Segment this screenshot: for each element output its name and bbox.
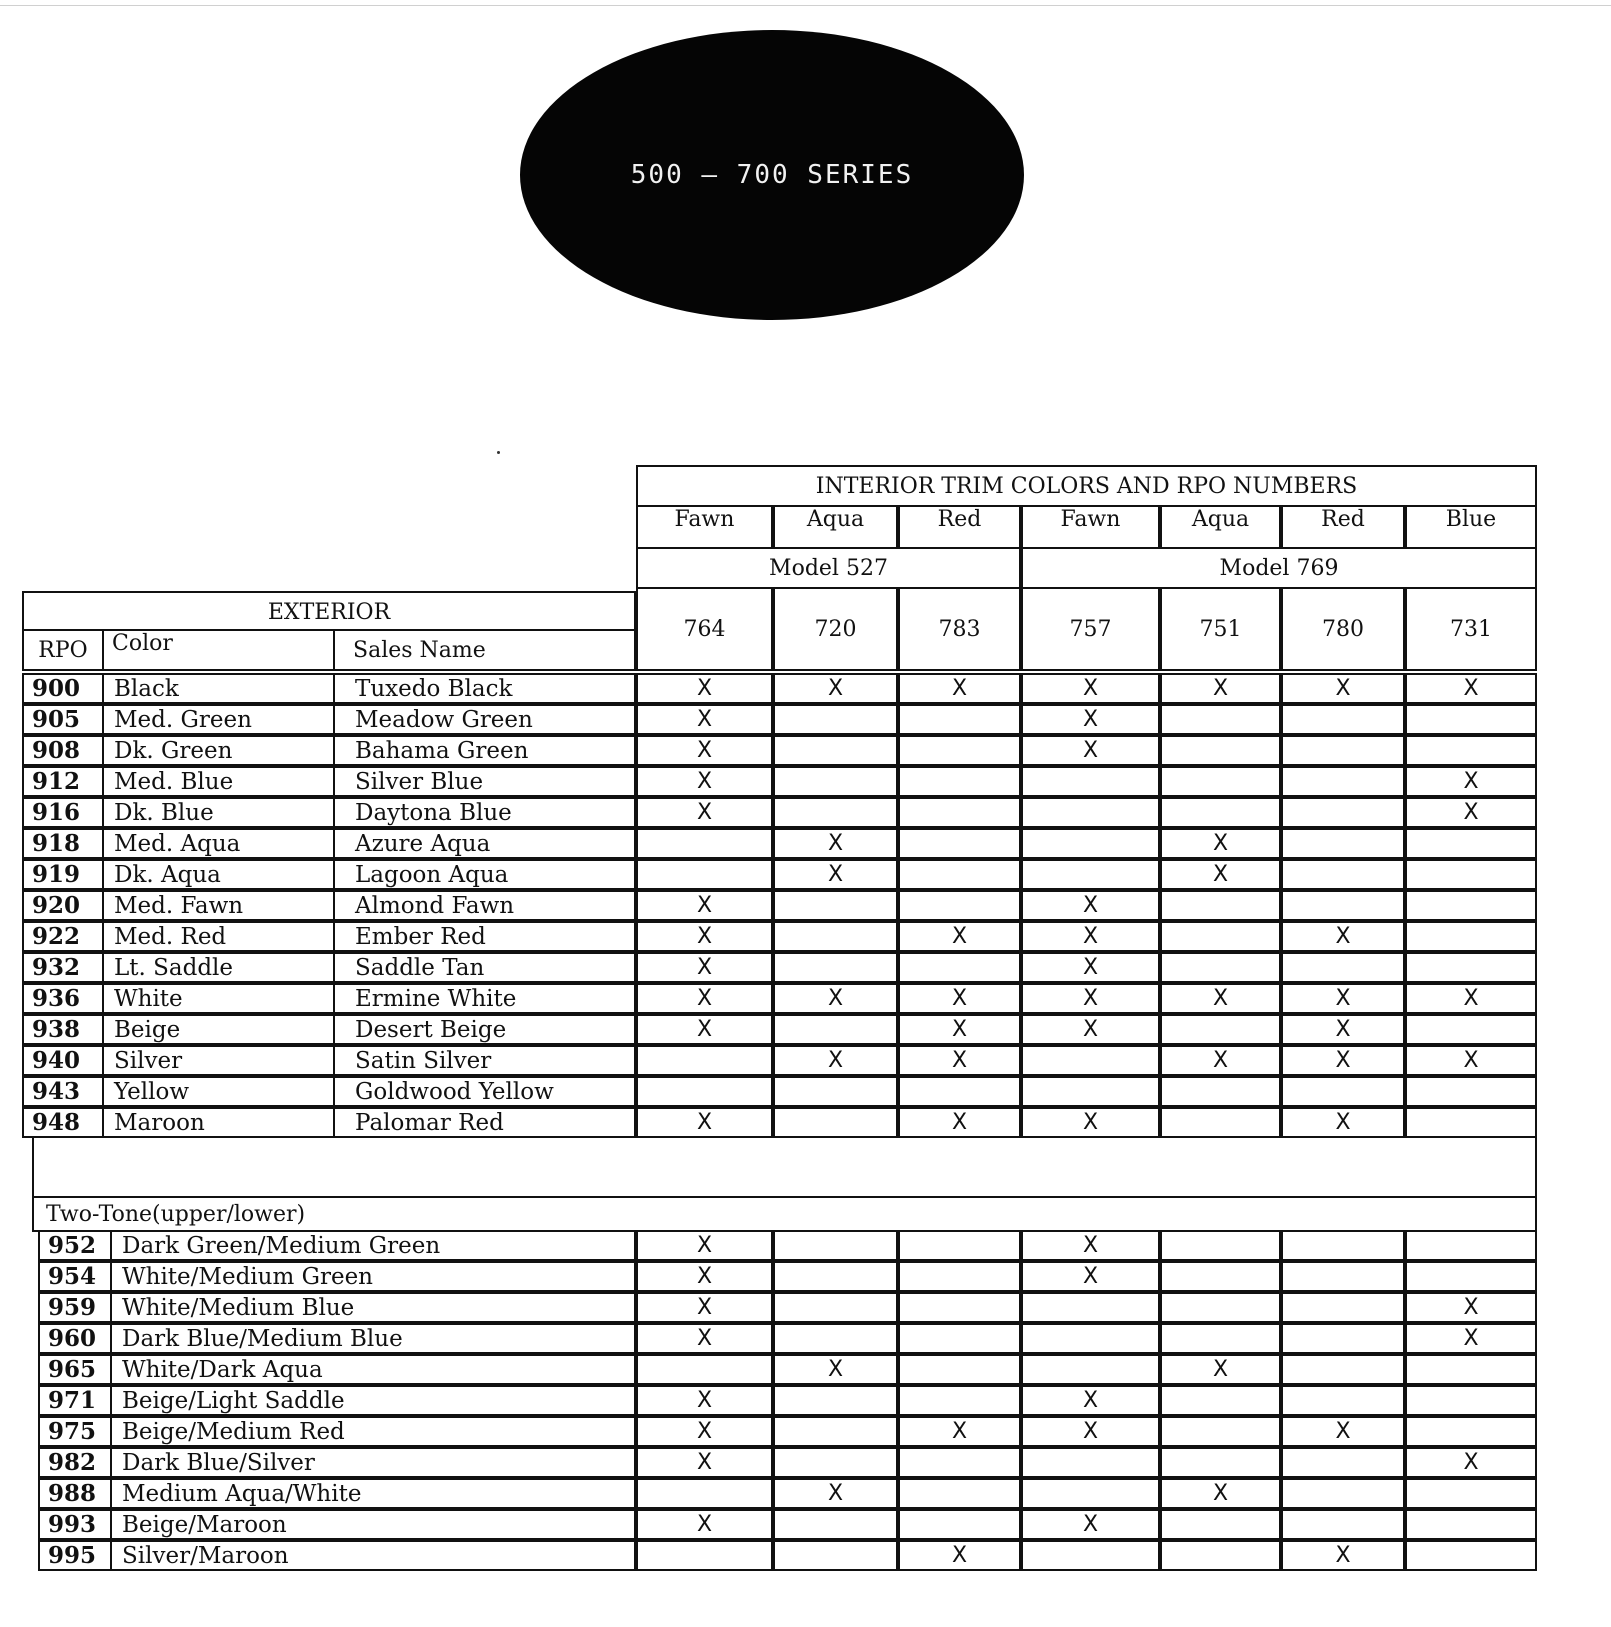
rpo-column-header: RPO (22, 629, 104, 671)
availability-cell (1405, 952, 1537, 983)
availability-cell: X (636, 952, 773, 983)
availability-cell (1405, 921, 1537, 952)
availability-cell (1160, 1230, 1281, 1261)
availability-cell (1405, 1416, 1537, 1447)
sales-name-cell: Saddle Tan (333, 952, 636, 983)
availability-cell: X (636, 1014, 773, 1045)
rpo-cell: 908 (22, 735, 104, 766)
two-tone-name-cell: Medium Aqua/White (110, 1478, 636, 1509)
availability-cell (773, 704, 898, 735)
availability-cell (773, 1230, 898, 1261)
availability-cell: X (898, 1416, 1021, 1447)
availability-cell (773, 797, 898, 828)
model-769-header: Model 769 (1021, 547, 1537, 589)
availability-cell (773, 735, 898, 766)
availability-cell: X (773, 1478, 898, 1509)
availability-cell (1160, 1107, 1281, 1138)
availability-cell (1281, 1385, 1405, 1416)
availability-cell: X (636, 1385, 773, 1416)
availability-cell (1281, 1509, 1405, 1540)
availability-cell: X (1021, 1416, 1160, 1447)
availability-cell (1160, 1292, 1281, 1323)
availability-cell (1160, 921, 1281, 952)
availability-cell: X (773, 1045, 898, 1076)
availability-cell: X (1021, 952, 1160, 983)
availability-cell (1405, 1385, 1537, 1416)
availability-cell: X (898, 673, 1021, 704)
availability-cell: X (1160, 1478, 1281, 1509)
availability-cell (1160, 1076, 1281, 1107)
rpo-cell: 936 (22, 983, 104, 1014)
availability-cell (898, 766, 1021, 797)
rpo-cell: 932 (22, 952, 104, 983)
availability-cell: X (1021, 1014, 1160, 1045)
availability-cell: X (636, 704, 773, 735)
availability-cell (898, 1354, 1021, 1385)
color-cell: Lt. Saddle (102, 952, 335, 983)
availability-cell: X (636, 890, 773, 921)
trim-rpo-header: 751 (1160, 587, 1281, 671)
trim-rpo-header: 783 (898, 587, 1021, 671)
availability-cell (1160, 1261, 1281, 1292)
rpo-cell: 982 (38, 1447, 112, 1478)
rpo-cell: 905 (22, 704, 104, 735)
availability-cell (636, 1045, 773, 1076)
sales-name-cell: Palomar Red (333, 1107, 636, 1138)
availability-cell: X (773, 859, 898, 890)
availability-cell: X (1281, 1107, 1405, 1138)
availability-cell (1160, 1447, 1281, 1478)
availability-cell: X (1281, 1045, 1405, 1076)
rpo-cell: 938 (22, 1014, 104, 1045)
availability-cell (898, 828, 1021, 859)
availability-cell: X (898, 921, 1021, 952)
availability-cell (898, 952, 1021, 983)
availability-cell: X (1405, 673, 1537, 704)
model-527-header: Model 527 (636, 547, 1021, 589)
availability-cell (1160, 766, 1281, 797)
two-tone-label: Two-Tone(upper/lower) (32, 1196, 1537, 1232)
availability-cell: X (636, 1509, 773, 1540)
color-cell: Med. Green (102, 704, 335, 735)
availability-cell (1281, 735, 1405, 766)
availability-cell (1405, 1261, 1537, 1292)
color-cell: White (102, 983, 335, 1014)
availability-cell (1405, 704, 1537, 735)
trim-rpo-header: 757 (1021, 587, 1160, 671)
availability-cell: X (1160, 983, 1281, 1014)
two-tone-name-cell: White/Medium Green (110, 1261, 636, 1292)
availability-cell (898, 735, 1021, 766)
color-cell: Beige (102, 1014, 335, 1045)
availability-cell (898, 1385, 1021, 1416)
availability-cell: X (1160, 859, 1281, 890)
availability-cell: X (898, 1045, 1021, 1076)
sales-name-cell: Goldwood Yellow (333, 1076, 636, 1107)
availability-cell (1405, 1509, 1537, 1540)
availability-cell (636, 859, 773, 890)
availability-cell (1281, 1478, 1405, 1509)
availability-cell (1405, 1354, 1537, 1385)
series-title: 500 — 700 SERIES (630, 160, 914, 190)
availability-cell: X (636, 1261, 773, 1292)
availability-cell: X (1021, 921, 1160, 952)
availability-cell (636, 1354, 773, 1385)
rpo-cell: 916 (22, 797, 104, 828)
color-column-header: Color (102, 629, 335, 671)
rpo-cell: 988 (38, 1478, 112, 1509)
two-tone-name-cell: Dark Blue/Silver (110, 1447, 636, 1478)
color-cell: Med. Fawn (102, 890, 335, 921)
top-rule (0, 5, 1611, 6)
availability-cell: X (1281, 983, 1405, 1014)
two-tone-name-cell: Dark Green/Medium Green (110, 1230, 636, 1261)
series-badge (520, 30, 1024, 320)
color-cell: Med. Red (102, 921, 335, 952)
availability-cell (1405, 1478, 1537, 1509)
availability-cell: X (636, 797, 773, 828)
rpo-cell: 959 (38, 1292, 112, 1323)
sales-name-cell: Azure Aqua (333, 828, 636, 859)
sales-name-cell: Meadow Green (333, 704, 636, 735)
availability-cell: X (773, 673, 898, 704)
trim-color-header: Fawn (636, 505, 773, 549)
trim-color-header: Fawn (1021, 505, 1160, 549)
availability-cell (1021, 859, 1160, 890)
color-cell: Dk. Blue (102, 797, 335, 828)
blank-spacer-row (32, 1136, 1537, 1198)
availability-cell (1281, 1292, 1405, 1323)
availability-cell (1281, 890, 1405, 921)
trim-color-header: Blue (1405, 505, 1537, 549)
color-cell: Med. Aqua (102, 828, 335, 859)
availability-cell: X (636, 673, 773, 704)
availability-cell (1405, 1076, 1537, 1107)
availability-cell (1281, 766, 1405, 797)
rpo-cell: 900 (22, 673, 104, 704)
availability-cell (1160, 1509, 1281, 1540)
availability-cell (1405, 1230, 1537, 1261)
availability-cell (898, 859, 1021, 890)
availability-cell: X (636, 1107, 773, 1138)
availability-cell (1281, 1230, 1405, 1261)
availability-cell (1160, 952, 1281, 983)
availability-cell (773, 1447, 898, 1478)
rpo-cell: 918 (22, 828, 104, 859)
rpo-cell: 948 (22, 1107, 104, 1138)
sales-name-cell: Satin Silver (333, 1045, 636, 1076)
availability-cell (898, 1447, 1021, 1478)
color-cell: Silver (102, 1045, 335, 1076)
availability-cell: X (636, 766, 773, 797)
availability-cell (636, 1478, 773, 1509)
two-tone-name-cell: Dark Blue/Medium Blue (110, 1323, 636, 1354)
availability-cell (1405, 890, 1537, 921)
sales-name-cell: Ermine White (333, 983, 636, 1014)
availability-cell (1021, 797, 1160, 828)
availability-cell (1021, 1076, 1160, 1107)
availability-cell (898, 1261, 1021, 1292)
availability-cell (1160, 1385, 1281, 1416)
trim-rpo-header: 764 (636, 587, 773, 671)
color-cell: Black (102, 673, 335, 704)
availability-cell (1021, 828, 1160, 859)
trim-rpo-header: 720 (773, 587, 898, 671)
availability-cell: X (1405, 766, 1537, 797)
availability-cell (1160, 1540, 1281, 1571)
sales-name-cell: Ember Red (333, 921, 636, 952)
availability-cell (898, 1509, 1021, 1540)
rpo-cell: 940 (22, 1045, 104, 1076)
availability-cell: X (1160, 1354, 1281, 1385)
sales-name-column-header: Sales Name (333, 629, 636, 671)
sales-name-cell: Silver Blue (333, 766, 636, 797)
availability-cell: X (1281, 1014, 1405, 1045)
availability-cell (773, 1107, 898, 1138)
two-tone-name-cell: White/Dark Aqua (110, 1354, 636, 1385)
availability-cell (1021, 1478, 1160, 1509)
rpo-cell: 943 (22, 1076, 104, 1107)
trim-rpo-header: 731 (1405, 587, 1537, 671)
availability-cell: X (1160, 673, 1281, 704)
availability-cell (1281, 704, 1405, 735)
availability-cell (1281, 797, 1405, 828)
availability-cell (1281, 828, 1405, 859)
availability-cell: X (636, 1416, 773, 1447)
trim-color-header: Red (898, 505, 1021, 549)
exterior-header: EXTERIOR (22, 591, 636, 631)
availability-cell: X (1405, 1292, 1537, 1323)
rpo-cell: 975 (38, 1416, 112, 1447)
availability-cell (773, 1323, 898, 1354)
availability-cell (898, 890, 1021, 921)
availability-cell (1281, 1076, 1405, 1107)
two-tone-name-cell: Silver/Maroon (110, 1540, 636, 1571)
trim-color-header: Red (1281, 505, 1405, 549)
rpo-cell: 954 (38, 1261, 112, 1292)
availability-cell (773, 952, 898, 983)
availability-cell (1021, 766, 1160, 797)
availability-cell (773, 1014, 898, 1045)
availability-cell: X (1405, 1045, 1537, 1076)
rpo-cell: 971 (38, 1385, 112, 1416)
availability-cell (1405, 1107, 1537, 1138)
trim-color-header: Aqua (773, 505, 898, 549)
availability-cell: X (1021, 1509, 1160, 1540)
availability-cell: X (1281, 921, 1405, 952)
trim-rpo-header: 780 (1281, 587, 1405, 671)
availability-cell: X (1021, 1261, 1160, 1292)
availability-cell (1160, 735, 1281, 766)
availability-cell (1160, 890, 1281, 921)
availability-cell: X (1021, 1385, 1160, 1416)
availability-cell: X (1021, 704, 1160, 735)
interior-header: INTERIOR TRIM COLORS AND RPO NUMBERS (636, 465, 1537, 507)
sales-name-cell: Bahama Green (333, 735, 636, 766)
availability-cell (1405, 1540, 1537, 1571)
availability-cell (1160, 1416, 1281, 1447)
availability-cell: X (1021, 673, 1160, 704)
availability-cell (1405, 828, 1537, 859)
rpo-cell: 922 (22, 921, 104, 952)
availability-cell (898, 1076, 1021, 1107)
availability-cell (1405, 735, 1537, 766)
color-cell: Maroon (102, 1107, 335, 1138)
availability-cell (1405, 1014, 1537, 1045)
availability-cell (1281, 1354, 1405, 1385)
availability-cell (1281, 859, 1405, 890)
availability-cell (636, 828, 773, 859)
two-tone-name-cell: Beige/Light Saddle (110, 1385, 636, 1416)
color-cell: Yellow (102, 1076, 335, 1107)
availability-cell (1160, 797, 1281, 828)
two-tone-name-cell: Beige/Medium Red (110, 1416, 636, 1447)
availability-cell (898, 1292, 1021, 1323)
rpo-cell: 952 (38, 1230, 112, 1261)
availability-cell: X (1160, 828, 1281, 859)
availability-cell: X (898, 1540, 1021, 1571)
availability-cell (1160, 704, 1281, 735)
availability-cell: X (898, 1107, 1021, 1138)
availability-cell: X (1405, 1447, 1537, 1478)
availability-cell (1281, 952, 1405, 983)
availability-cell (1021, 1045, 1160, 1076)
availability-cell: X (1021, 983, 1160, 1014)
availability-cell (898, 1478, 1021, 1509)
availability-cell (773, 1509, 898, 1540)
availability-cell: X (636, 1292, 773, 1323)
availability-cell: X (773, 1354, 898, 1385)
availability-cell (898, 1230, 1021, 1261)
rpo-cell: 995 (38, 1540, 112, 1571)
color-cell: Dk. Aqua (102, 859, 335, 890)
availability-cell (773, 1540, 898, 1571)
availability-cell (773, 1076, 898, 1107)
availability-cell: X (1405, 797, 1537, 828)
availability-cell (773, 921, 898, 952)
availability-cell (1021, 1447, 1160, 1478)
sales-name-cell: Desert Beige (333, 1014, 636, 1045)
availability-cell: X (1021, 1107, 1160, 1138)
availability-cell (773, 1261, 898, 1292)
availability-cell: X (636, 1323, 773, 1354)
availability-cell: X (898, 983, 1021, 1014)
rpo-cell: 920 (22, 890, 104, 921)
availability-cell: X (773, 828, 898, 859)
rpo-cell: 919 (22, 859, 104, 890)
availability-cell (773, 890, 898, 921)
availability-cell (898, 704, 1021, 735)
availability-cell: X (1405, 1323, 1537, 1354)
availability-cell: X (636, 1447, 773, 1478)
availability-cell (1160, 1014, 1281, 1045)
rpo-cell: 965 (38, 1354, 112, 1385)
trim-color-header: Aqua (1160, 505, 1281, 549)
availability-cell (1281, 1261, 1405, 1292)
availability-cell: X (636, 983, 773, 1014)
color-cell: Med. Blue (102, 766, 335, 797)
availability-cell: X (636, 921, 773, 952)
availability-cell (1021, 1354, 1160, 1385)
availability-cell (1021, 1323, 1160, 1354)
availability-cell: X (1405, 983, 1537, 1014)
rpo-cell: 993 (38, 1509, 112, 1540)
two-tone-name-cell: Beige/Maroon (110, 1509, 636, 1540)
rpo-cell: 960 (38, 1323, 112, 1354)
availability-cell: X (1160, 1045, 1281, 1076)
sales-name-cell: Lagoon Aqua (333, 859, 636, 890)
sales-name-cell: Daytona Blue (333, 797, 636, 828)
availability-cell (773, 1292, 898, 1323)
availability-cell: X (636, 1230, 773, 1261)
sales-name-cell: Tuxedo Black (333, 673, 636, 704)
rpo-cell: 912 (22, 766, 104, 797)
availability-cell: X (1281, 1540, 1405, 1571)
availability-cell: X (636, 735, 773, 766)
availability-cell (773, 766, 898, 797)
availability-cell (1405, 859, 1537, 890)
availability-cell (1021, 1292, 1160, 1323)
availability-cell (773, 1416, 898, 1447)
availability-cell: X (1021, 890, 1160, 921)
availability-cell (1021, 1540, 1160, 1571)
availability-cell (636, 1540, 773, 1571)
availability-cell (898, 797, 1021, 828)
availability-cell (1281, 1323, 1405, 1354)
availability-cell: X (773, 983, 898, 1014)
availability-cell (636, 1076, 773, 1107)
scan-speck (497, 451, 500, 454)
availability-cell: X (1281, 1416, 1405, 1447)
availability-cell: X (1021, 735, 1160, 766)
availability-cell (898, 1323, 1021, 1354)
two-tone-name-cell: White/Medium Blue (110, 1292, 636, 1323)
color-cell: Dk. Green (102, 735, 335, 766)
availability-cell: X (1281, 673, 1405, 704)
availability-cell: X (898, 1014, 1021, 1045)
availability-cell (1281, 1447, 1405, 1478)
availability-cell (1160, 1323, 1281, 1354)
sales-name-cell: Almond Fawn (333, 890, 636, 921)
availability-cell (773, 1385, 898, 1416)
availability-cell: X (1021, 1230, 1160, 1261)
